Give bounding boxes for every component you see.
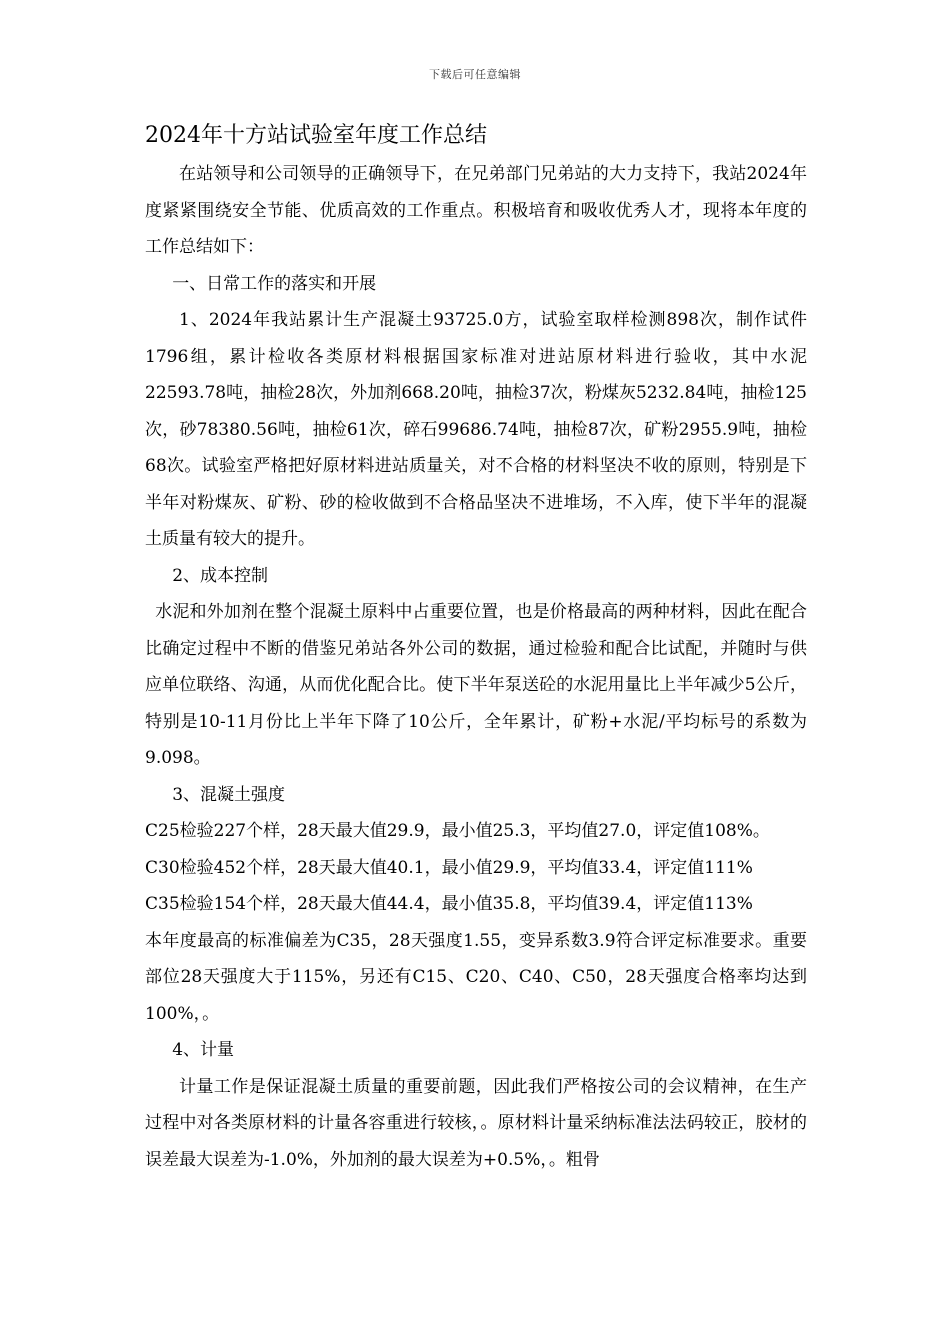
document-title: 2024年十方站试验室年度工作总结 (145, 123, 487, 148)
paragraph-c25-results: C25检验227个样，28天最大值29.9，最小值25.3，平均值27.0，评定值108%。 (145, 821, 770, 841)
document-body (145, 116, 807, 1178)
header-note: 下载后可任意编辑 (429, 68, 521, 81)
paragraph-metering: 计量工作是保证混凝土质量的重要前题，因此我们严格按公司的会议精神，在生产过程中对各类原材料的计量各容重进行较核，。原材料计量采纳标准法法码较正，胶材的误差最大误差为-1.0%，外加剂的最大误差为+0.5%，。粗骨 (145, 1076, 807, 1170)
paragraph-deviation-summary: 本年度最高的标准偏差为C35，28天强度1.55，变异系数3.9符合评定标准要求。重要部位28天强度大于115%，另还有C15、C20、C40、C50，28天强度合格率均达到100%，。 (145, 930, 807, 1024)
paragraph-c30-results: C30检验452个样，28天最大值40.1，最小值29.9，平均值33.4，评定值111% (145, 857, 753, 878)
paragraph-material-testing: 1、2024年我站累计生产混凝土93725.0方，试验室取样检测898次，制作试件1796组，累计检收各类原材料根据国家标准对进站原材料进行验收，其中水泥22593.78吨，抽检28次，外加剂668.20吨，抽检37次，粉煤灰5232.84吨，抽检125次，砂78380.56吨，抽检61次，碎石99686.74吨，抽检87次，矿粉2955.9吨，抽检68次。试验室严格把好原材料进站质量关，对不合格的材料坚决不收的原则，特别是下半年对粉煤灰、矿粉、砂的检收做到不合格品坚决不进堆场，不入库，使下半年的混凝土质量有较大的提升。 (145, 310, 807, 549)
section-heading-concrete-strength: 3、混凝土强度 (172, 784, 286, 805)
section-heading-cost-control: 2、成本控制 (172, 565, 269, 586)
paragraph-cost-control: 水泥和外加剂在整个混凝土原料中占重要位置，也是价格最高的两种材料，因此在配合比确定过程中不断的借鉴兄弟站各外公司的数据，通过检验和配合比试配，并随时与供应单位联络、沟通，从而优化配合比。使下半年泵送砼的水泥用量比上半年减少5公斤，特别是10-11月份比上半年下降了10公斤，全年累计，矿粉+水泥/平均标号的系数为9.098。 (145, 602, 807, 768)
section-heading-daily-work: 一、日常工作的落实和开展 (172, 273, 377, 294)
paragraph-c35-results: C35检验154个样，28天最大值44.4，最小值35.8，平均值39.4，评定值113% (145, 894, 753, 914)
section-heading-metering: 4、计量 (172, 1040, 235, 1060)
intro-paragraph: 在站领导和公司领导的正确领导下，在兄弟部门兄弟站的大力支持下，我站2024年度紧紧围绕安全节能、优质高效的工作重点。积极培育和吸收优秀人才，现将本年度的工作总结如下： (145, 164, 807, 257)
